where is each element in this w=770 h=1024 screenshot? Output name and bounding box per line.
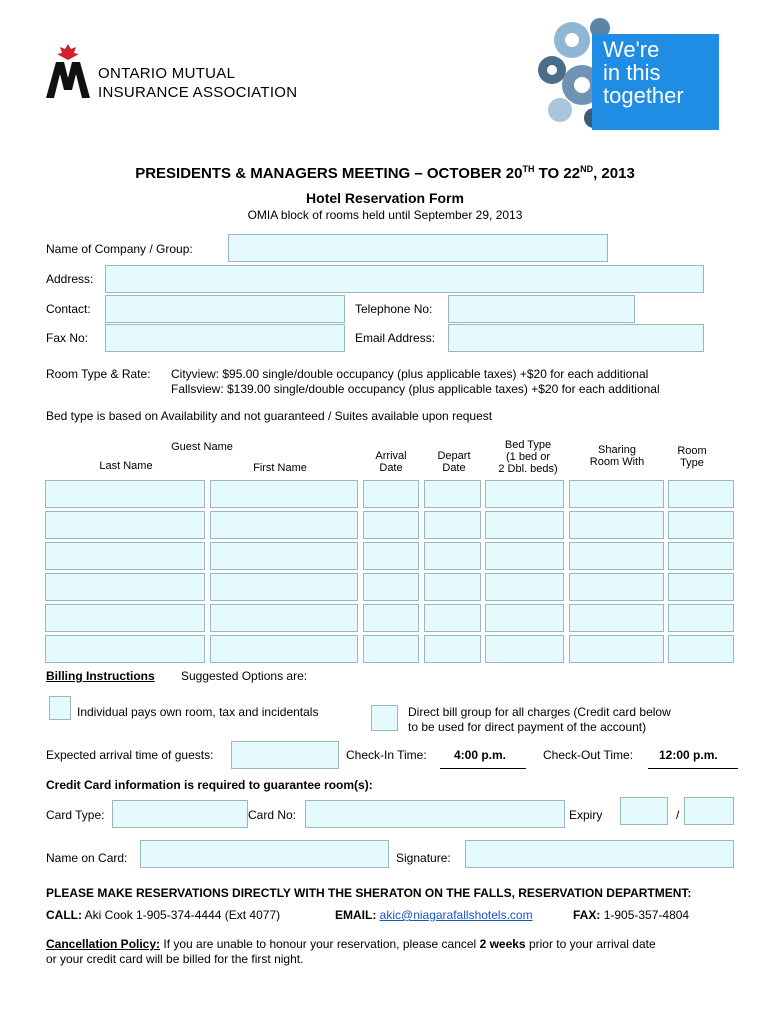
checkin-label: Check-In Time: xyxy=(346,748,427,762)
billing-heading: Billing Instructions xyxy=(46,669,155,683)
depart-date-header: Depart Date xyxy=(437,450,471,474)
guest-bed-type-cell[interactable] xyxy=(485,635,564,663)
guest-sharing-room-cell[interactable] xyxy=(569,573,664,601)
guest-first-name-cell[interactable] xyxy=(210,573,358,601)
together-banner-text: We're in this together xyxy=(603,37,684,108)
guest-depart-date-cell[interactable] xyxy=(424,542,481,570)
email-line: EMAIL: akic@niagarafallshotels.com xyxy=(335,908,533,922)
bed-type-header: Bed Type (1 bed or 2 Dbl. beds) xyxy=(498,439,558,475)
guest-first-name-cell[interactable] xyxy=(210,635,358,663)
guest-arrival-date-cell[interactable] xyxy=(363,573,419,601)
telephone-label: Telephone No: xyxy=(355,302,433,316)
expiry-year-field[interactable] xyxy=(684,797,734,825)
guest-last-name-cell[interactable] xyxy=(45,542,205,570)
checkin-value: 4:00 p.m. xyxy=(454,748,507,762)
expiry-label: Expiry xyxy=(569,808,603,822)
guest-depart-date-cell[interactable] xyxy=(424,480,481,508)
contact-label: Contact: xyxy=(46,302,91,316)
guest-first-name-cell[interactable] xyxy=(210,480,358,508)
guest-arrival-date-cell[interactable] xyxy=(363,604,419,632)
fax-field[interactable] xyxy=(105,324,345,352)
guest-first-name-cell[interactable] xyxy=(210,542,358,570)
guest-bed-type-cell[interactable] xyxy=(485,604,564,632)
logo-line-1: ONTARIO MUTUAL xyxy=(98,65,236,82)
guest-bed-type-cell[interactable] xyxy=(485,542,564,570)
room-type-header: Room Type xyxy=(677,445,707,469)
guest-room-type-cell[interactable] xyxy=(668,480,734,508)
block-note: OMIA block of rooms held until September 29, 2013 xyxy=(247,208,523,222)
email-field[interactable] xyxy=(448,324,704,352)
card-no-label: Card No: xyxy=(248,808,297,822)
meeting-title: PRESIDENTS & MANAGERS MEETING – OCTOBER 20TH TO 22ND, 2013 xyxy=(135,164,635,182)
signature-field[interactable] xyxy=(465,840,734,868)
guest-arrival-date-cell[interactable] xyxy=(363,480,419,508)
guest-depart-date-cell[interactable] xyxy=(424,604,481,632)
fallsview-rate: Fallsview: $139.00 single/double occupancy (plus applicable taxes) +$20 for each additional xyxy=(171,382,660,396)
signature-label: Signature: xyxy=(396,851,451,865)
guest-name-header: Guest Name xyxy=(171,441,233,453)
card-type-label: Card Type: xyxy=(46,808,105,822)
guest-sharing-room-cell[interactable] xyxy=(569,542,664,570)
arrival-time-label: Expected arrival time of guests: xyxy=(46,748,214,762)
call-line: CALL: Aki Cook 1-905-374-4444 (Ext 4077) xyxy=(46,908,281,922)
last-name-header: Last Name xyxy=(99,460,153,472)
address-field[interactable] xyxy=(105,265,704,293)
guest-room-type-cell[interactable] xyxy=(668,604,734,632)
guest-room-type-cell[interactable] xyxy=(668,511,734,539)
fax-label: Fax No: xyxy=(46,331,89,345)
first-name-header: First Name xyxy=(253,462,307,474)
guest-last-name-cell[interactable] xyxy=(45,635,205,663)
guest-arrival-date-cell[interactable] xyxy=(363,635,419,663)
company-field[interactable] xyxy=(228,234,608,262)
option-individual-checkbox[interactable] xyxy=(49,696,71,720)
expiry-slash: / xyxy=(676,808,680,822)
guest-last-name-cell[interactable] xyxy=(45,573,205,601)
suggested-options: Suggested Options are: xyxy=(181,669,308,683)
name-on-card-label: Name on Card: xyxy=(46,851,128,865)
reservation-directive: PLEASE MAKE RESERVATIONS DIRECTLY WITH THE SHERATON ON THE FALLS, RESERVATION DEPARTMENT: xyxy=(46,886,692,900)
checkout-underline xyxy=(648,768,738,769)
credit-card-heading: Credit Card information is required to guarantee room(s): xyxy=(46,778,373,792)
expiry-month-field[interactable] xyxy=(620,797,668,825)
guest-last-name-cell[interactable] xyxy=(45,604,205,632)
company-label: Name of Company / Group: xyxy=(46,242,193,256)
name-on-card-field[interactable] xyxy=(140,840,389,868)
guest-depart-date-cell[interactable] xyxy=(424,573,481,601)
guest-depart-date-cell[interactable] xyxy=(424,511,481,539)
checkout-value: 12:00 p.m. xyxy=(659,748,718,762)
guest-first-name-cell[interactable] xyxy=(210,511,358,539)
contact-field[interactable] xyxy=(105,295,345,323)
card-type-field[interactable] xyxy=(112,800,248,828)
cancellation-line-1: Cancellation Policy: If you are unable to honour your reservation, please cancel 2 weeks prior to your arrival date xyxy=(46,937,656,951)
guest-bed-type-cell[interactable] xyxy=(485,573,564,601)
cancellation-line-2: or your credit card will be billed for the first night. xyxy=(46,952,304,966)
form-subtitle: Hotel Reservation Form xyxy=(306,190,464,206)
guest-arrival-date-cell[interactable] xyxy=(363,542,419,570)
guest-sharing-room-cell[interactable] xyxy=(569,604,664,632)
guest-bed-type-cell[interactable] xyxy=(485,511,564,539)
guest-room-type-cell[interactable] xyxy=(668,635,734,663)
email-label: Email Address: xyxy=(355,331,436,345)
guest-arrival-date-cell[interactable] xyxy=(363,511,419,539)
bed-type-note: Bed type is based on Availability and not guaranteed / Suites available upon request xyxy=(46,409,493,423)
sharing-room-header: Sharing Room With xyxy=(589,444,645,468)
omia-logo-mark xyxy=(42,42,94,100)
card-no-field[interactable] xyxy=(305,800,565,828)
guest-sharing-room-cell[interactable] xyxy=(569,480,664,508)
guest-room-type-cell[interactable] xyxy=(668,573,734,601)
guest-sharing-room-cell[interactable] xyxy=(569,635,664,663)
guest-last-name-cell[interactable] xyxy=(45,511,205,539)
guest-depart-date-cell[interactable] xyxy=(424,635,481,663)
option-direct-bill-line2: to be used for direct payment of the account) xyxy=(408,720,647,734)
email-link[interactable]: akic@niagarafallshotels.com xyxy=(379,908,533,922)
checkin-underline xyxy=(440,768,526,769)
logo-line-2: INSURANCE ASSOCIATION xyxy=(98,84,298,101)
room-type-label: Room Type & Rate: xyxy=(46,367,151,381)
fax-line: FAX: 1-905-357-4804 xyxy=(573,908,690,922)
guest-sharing-room-cell[interactable] xyxy=(569,511,664,539)
option-direct-bill-checkbox[interactable] xyxy=(371,705,398,731)
option-direct-bill-line1: Direct bill group for all charges (Credit card below xyxy=(408,705,671,719)
guest-bed-type-cell[interactable] xyxy=(485,480,564,508)
guest-last-name-cell[interactable] xyxy=(45,480,205,508)
telephone-field[interactable] xyxy=(448,295,635,323)
checkout-label: Check-Out Time: xyxy=(543,748,634,762)
address-label: Address: xyxy=(46,272,94,286)
arrival-time-field[interactable] xyxy=(231,741,339,769)
option-individual-label: Individual pays own room, tax and incidentals xyxy=(77,705,319,719)
guest-room-type-cell[interactable] xyxy=(668,542,734,570)
cityview-rate: Cityview: $95.00 single/double occupancy (plus applicable taxes) +$20 for each additional xyxy=(171,367,649,381)
arrival-date-header: Arrival Date xyxy=(375,450,407,474)
guest-first-name-cell[interactable] xyxy=(210,604,358,632)
